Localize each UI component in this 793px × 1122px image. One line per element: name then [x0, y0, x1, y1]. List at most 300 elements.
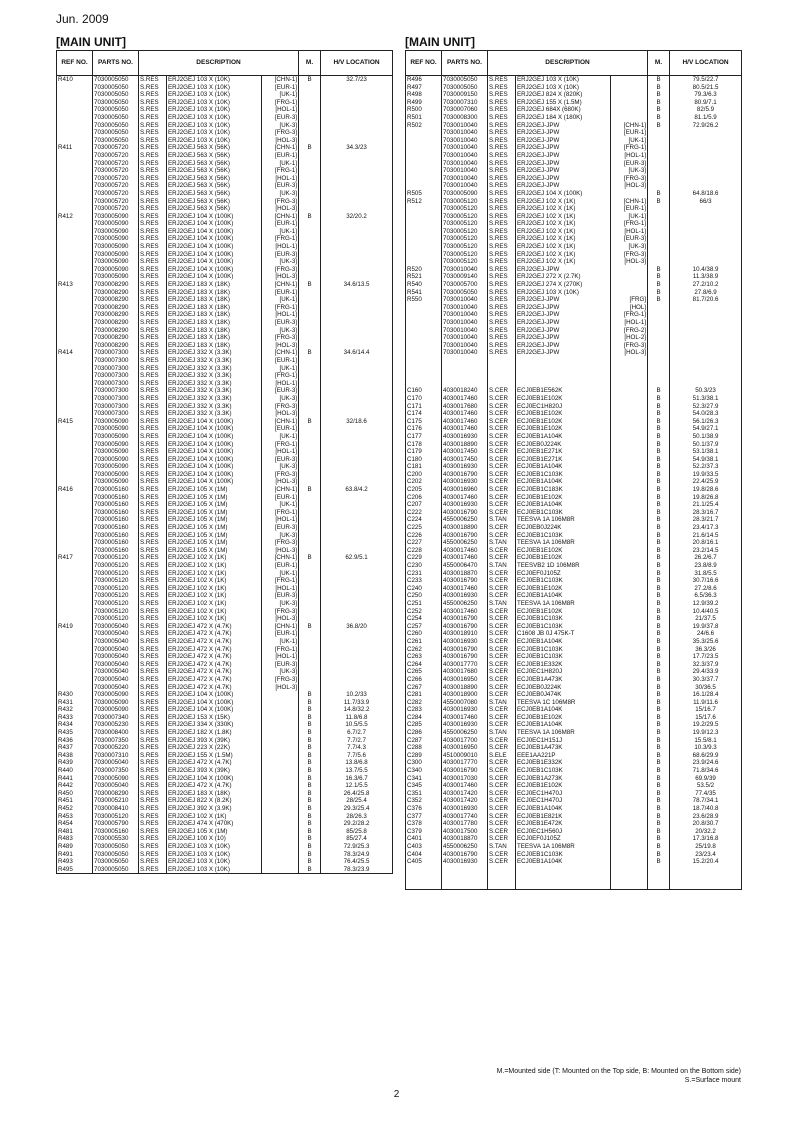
cell-mounted-side: [299, 539, 321, 547]
parts-table-body: [57, 76, 393, 874]
table-row: [57, 638, 393, 646]
cell-ref-no: [57, 501, 93, 509]
cell-mounted-side: [299, 84, 321, 92]
cell-version: [611, 684, 648, 692]
cell-version: [UK-3]: [611, 243, 648, 251]
cell-hv-location: 32/18.6: [321, 418, 393, 426]
cell-description: ERJ2GEJ 223 X (22K): [167, 744, 262, 752]
cell-ref-no: R411: [57, 144, 93, 152]
cell-mounted-side: B: [299, 759, 321, 767]
cell-parts-no: 7030005790: [93, 820, 139, 828]
cell-ref-no: [406, 365, 442, 373]
cell-description: C1608 JB 0J 475K-T: [516, 630, 611, 638]
cell-type: S.CER: [488, 835, 516, 843]
cell-parts-no: 7030010040: [442, 342, 488, 350]
cell-version: [CHN-1]: [262, 281, 299, 289]
cell-type: S.RES: [139, 706, 167, 714]
cell-mounted-side: [299, 137, 321, 145]
cell-type: S.RES: [139, 759, 167, 767]
table-row: [57, 547, 393, 555]
cell-version: [FRG-3]: [262, 198, 299, 206]
cell-description: ECJ0EB1A473K: [516, 744, 611, 752]
cell-type: S.RES: [139, 327, 167, 335]
cell-hv-location: [670, 182, 742, 190]
cell-description: ERJ2GEJ 272 X (2.7K): [516, 273, 611, 281]
cell-version: [FRG-3]: [262, 334, 299, 342]
table-row: [57, 494, 393, 502]
table-row: [406, 84, 742, 92]
cell-hv-location: 81.1/5.9: [670, 114, 742, 122]
cell-ref-no: R436: [57, 737, 93, 745]
cell-ref-no: C222: [406, 509, 442, 517]
cell-mounted-side: B: [648, 273, 670, 281]
cell-mounted-side: [299, 365, 321, 373]
table-row: [406, 365, 742, 373]
cell-ref-no: [406, 319, 442, 327]
unit-title: [MAIN UNIT]: [56, 35, 126, 49]
cell-version: [UK-1]: [262, 160, 299, 168]
cell-ref-no: R432: [57, 706, 93, 714]
cell-ref-no: [406, 866, 442, 874]
cell-ref-no: R441: [57, 775, 93, 783]
cell-hv-location: 62.9/5.1: [321, 554, 393, 562]
cell-hv-location: 17.3/16.8: [670, 835, 742, 843]
cell-type: S.CER: [488, 592, 516, 600]
cell-description: ERJ2GEJ 102 X (1K): [167, 592, 262, 600]
cell-description: ERJ2GEJ 102 X (1K): [167, 813, 262, 821]
table-row: [57, 759, 393, 767]
cell-ref-no: R439: [57, 759, 93, 767]
table-row: [406, 509, 742, 517]
cell-hv-location: 53.1/38.1: [670, 448, 742, 456]
cell-type: S.ELE: [488, 752, 516, 760]
cell-version: [262, 691, 299, 699]
cell-mounted-side: B: [648, 501, 670, 509]
cell-type: S.CER: [488, 478, 516, 486]
cell-hv-location: [321, 372, 393, 380]
cell-mounted-side: B: [648, 486, 670, 494]
cell-version: [EUR-3]: [262, 524, 299, 532]
cell-parts-no: 7030008300: [442, 114, 488, 122]
cell-version: [HOL-1]: [262, 106, 299, 114]
cell-hv-location: [670, 251, 742, 259]
cell-version: [CHN-1]: [611, 122, 648, 130]
cell-hv-location: 27.8/6.9: [670, 289, 742, 297]
cell-hv-location: 85/25.8: [321, 828, 393, 836]
cell-type: S.RES: [139, 456, 167, 464]
cell-parts-no: 7030005050: [93, 122, 139, 130]
cell-ref-no: [57, 653, 93, 661]
cell-mounted-side: [299, 456, 321, 464]
table-row: [406, 646, 742, 654]
cell-hv-location: 25/19.8: [670, 843, 742, 851]
cell-type: S.CER: [488, 532, 516, 540]
cell-hv-location: [321, 494, 393, 502]
cell-ref-no: [57, 190, 93, 198]
cell-version: [611, 289, 648, 297]
cell-version: [UK-3]: [262, 190, 299, 198]
col-header-description: DESCRIPTION: [488, 51, 648, 76]
cell-hv-location: 71.8/34.6: [670, 767, 742, 775]
cell-parts-no: 7030008290: [93, 342, 139, 350]
cell-parts-no: 7030005120: [442, 243, 488, 251]
cell-version: [611, 600, 648, 608]
table-row: [406, 729, 742, 737]
cell-type: S.CER: [488, 418, 516, 426]
table-row: [406, 813, 742, 821]
cell-hv-location: [321, 509, 393, 517]
date-header: Jun. 2009: [56, 12, 109, 26]
table-row: [57, 790, 393, 798]
table-row: [57, 684, 393, 692]
table-row: [57, 129, 393, 137]
cell-mounted-side: B: [648, 190, 670, 198]
cell-version: [262, 805, 299, 813]
cell-version: [611, 668, 648, 676]
cell-description: ECJ0EB1C103K: [516, 653, 611, 661]
cell-description: ERJ2GEJ 684X (680K): [516, 106, 611, 114]
cell-mounted-side: [299, 114, 321, 122]
table-row: [406, 296, 742, 304]
cell-type: S.RES: [139, 289, 167, 297]
cell-description: ERJ2GEJ 472 X (4.7K): [167, 684, 262, 692]
cell-version: [611, 99, 648, 107]
cell-ref-no: [57, 296, 93, 304]
cell-mounted-side: [299, 524, 321, 532]
cell-version: [611, 471, 648, 479]
cell-version: [611, 744, 648, 752]
cell-hv-location: 23.6/28.9: [670, 813, 742, 821]
cell-version: [UK-3]: [262, 327, 299, 335]
table-row: [406, 114, 742, 122]
cell-type: S.CER: [488, 615, 516, 623]
table-row: [406, 577, 742, 585]
cell-hv-location: [670, 349, 742, 357]
cell-ref-no: C202: [406, 478, 442, 486]
cell-hv-location: 11.9/11.6: [670, 699, 742, 707]
cell-description: ECJ0EB1A104K: [516, 501, 611, 509]
table-row: [57, 380, 393, 388]
cell-parts-no: 7030008290: [93, 334, 139, 342]
cell-hv-location: [321, 403, 393, 411]
cell-type: S.RES: [488, 304, 516, 312]
table-row: [406, 752, 742, 760]
cell-description: ECJ0EB1A104K: [516, 638, 611, 646]
cell-parts-no: 7030005120: [93, 592, 139, 600]
table-row: [406, 532, 742, 540]
cell-ref-no: R497: [406, 84, 442, 92]
cell-ref-no: [57, 608, 93, 616]
cell-mounted-side: [299, 122, 321, 130]
cell-ref-no: [406, 380, 442, 388]
cell-type: [488, 357, 516, 365]
cell-type: S.CER: [488, 387, 516, 395]
cell-mounted-side: [299, 608, 321, 616]
cell-mounted-side: [299, 494, 321, 502]
cell-hv-location: [321, 478, 393, 486]
cell-version: [611, 714, 648, 722]
cell-ref-no: C171: [406, 403, 442, 411]
cell-mounted-side: B: [299, 721, 321, 729]
cell-type: [488, 380, 516, 388]
table-row: [57, 668, 393, 676]
table-row: [406, 721, 742, 729]
cell-ref-no: R498: [406, 91, 442, 99]
cell-version: [UK-1]: [262, 501, 299, 509]
cell-parts-no: 7030005040: [93, 623, 139, 631]
cell-ref-no: C260: [406, 630, 442, 638]
table-row: [406, 160, 742, 168]
cell-version: [FRG-3]: [262, 129, 299, 137]
cell-type: S.CER: [488, 471, 516, 479]
cell-description: ERJ2GEJ 332 X (3.3K): [167, 395, 262, 403]
cell-parts-no: 4030016950: [442, 744, 488, 752]
cell-type: S.RES: [139, 448, 167, 456]
cell-ref-no: [57, 198, 93, 206]
cell-type: S.RES: [139, 646, 167, 654]
cell-description: ERJ2GEJ 472 X (4.7K): [167, 759, 262, 767]
cell-version: [611, 456, 648, 464]
table-row: [57, 152, 393, 160]
table-row: [57, 706, 393, 714]
cell-type: S.RES: [488, 175, 516, 183]
cell-ref-no: R438: [57, 752, 93, 760]
cell-parts-no: 7030008290: [93, 296, 139, 304]
cell-hv-location: [321, 448, 393, 456]
cell-mounted-side: B: [299, 737, 321, 745]
cell-type: S.CER: [488, 456, 516, 464]
cell-parts-no: 4030016790: [442, 653, 488, 661]
cell-ref-no: R413: [57, 281, 93, 289]
cell-version: [611, 843, 648, 851]
cell-ref-no: C264: [406, 661, 442, 669]
cell-version: [611, 478, 648, 486]
cell-parts-no: 7030005160: [93, 828, 139, 836]
cell-ref-no: C282: [406, 699, 442, 707]
cell-ref-no: [57, 311, 93, 319]
cell-description: ERJ2GEJ 332 X (3.3K): [167, 357, 262, 365]
cell-hv-location: 28/26.3: [321, 813, 393, 821]
table-row: [406, 638, 742, 646]
cell-type: S.CER: [488, 433, 516, 441]
cell-mounted-side: [299, 251, 321, 259]
cell-description: ERJ2GEJ 182 X (1.8K): [167, 729, 262, 737]
cell-type: S.RES: [488, 114, 516, 122]
cell-type: S.RES: [488, 144, 516, 152]
cell-parts-no: 7030007060: [442, 106, 488, 114]
cell-ref-no: R434: [57, 721, 93, 729]
table-row: [406, 782, 742, 790]
cell-mounted-side: [648, 243, 670, 251]
cell-parts-no: 4030016930: [442, 858, 488, 866]
cell-parts-no: 7030005050: [93, 843, 139, 851]
cell-mounted-side: [299, 319, 321, 327]
cell-ref-no: [57, 365, 93, 373]
cell-ref-no: [406, 213, 442, 221]
cell-parts-no: 7030007350: [93, 767, 139, 775]
cell-parts-no: 7030005530: [93, 835, 139, 843]
cell-parts-no: 7030005050: [93, 76, 139, 84]
cell-mounted-side: B: [299, 699, 321, 707]
cell-parts-no: 7030005720: [93, 167, 139, 175]
cell-type: S.RES: [488, 296, 516, 304]
cell-type: S.RES: [139, 129, 167, 137]
cell-type: S.RES: [139, 820, 167, 828]
cell-version: [HOL-3]: [262, 478, 299, 486]
cell-mounted-side: B: [648, 638, 670, 646]
cell-description: ERJ2GEJ 183 X (18K): [167, 319, 262, 327]
cell-type: S.CER: [488, 395, 516, 403]
cell-ref-no: [57, 668, 93, 676]
cell-mounted-side: B: [648, 585, 670, 593]
cell-mounted-side: B: [648, 524, 670, 532]
cell-description: ERJ2GEJ 104 X (100K): [167, 456, 262, 464]
cell-version: [262, 851, 299, 859]
table-row: [406, 501, 742, 509]
cell-ref-no: [57, 380, 93, 388]
cell-parts-no: 7030010040: [442, 349, 488, 357]
cell-ref-no: R412: [57, 213, 93, 221]
cell-version: [611, 851, 648, 859]
cell-version: [262, 828, 299, 836]
cell-parts-no: 7030005090: [93, 273, 139, 281]
cell-mounted-side: B: [648, 729, 670, 737]
table-row: [57, 281, 393, 289]
cell-description: ERJ2GEJ 104 X (100K): [167, 213, 262, 221]
cell-ref-no: C286: [406, 729, 442, 737]
cell-description: ERJ2GEJ 183 X (18K): [167, 342, 262, 350]
cell-type: S.RES: [139, 243, 167, 251]
cell-description: ERJ2GEJ 183 X (18K): [167, 281, 262, 289]
cell-type: S.RES: [139, 843, 167, 851]
cell-version: [262, 843, 299, 851]
cell-type: S.RES: [139, 714, 167, 722]
cell-mounted-side: B: [299, 486, 321, 494]
cell-ref-no: R416: [57, 486, 93, 494]
cell-description: ERJ2GEJ 102 X (1K): [167, 615, 262, 623]
cell-hv-location: 32.3/37.9: [670, 661, 742, 669]
cell-ref-no: [406, 144, 442, 152]
table-row: [57, 122, 393, 130]
cell-type: S.RES: [139, 858, 167, 866]
cell-mounted-side: [299, 106, 321, 114]
cell-mounted-side: B: [648, 76, 670, 84]
cell-type: S.RES: [139, 532, 167, 540]
table-row: [57, 516, 393, 524]
cell-description: ERJ2GEJ 104 X (100K): [167, 478, 262, 486]
cell-description: ERJ2GEJ 183 X (18K): [167, 289, 262, 297]
cell-mounted-side: B: [648, 615, 670, 623]
cell-type: S.RES: [139, 403, 167, 411]
cell-mounted-side: [299, 676, 321, 684]
cell-type: S.RES: [139, 539, 167, 547]
cell-ref-no: C403: [406, 843, 442, 851]
cell-description: ERJ2GEJ 104 X (100K): [167, 471, 262, 479]
cell-hv-location: [321, 319, 393, 327]
table-row: [57, 395, 393, 403]
cell-version: [611, 372, 648, 380]
cell-hv-location: 36.8/20: [321, 623, 393, 631]
cell-mounted-side: B: [648, 835, 670, 843]
cell-hv-location: [321, 220, 393, 228]
cell-description: ECJ0EB1E102K: [516, 418, 611, 426]
cell-parts-no: 7030007300: [93, 387, 139, 395]
cell-mounted-side: B: [299, 623, 321, 631]
cell-version: [FRG-1]: [611, 311, 648, 319]
table-row: [406, 737, 742, 745]
cell-version: [FRG-1]: [262, 441, 299, 449]
cell-ref-no: [57, 106, 93, 114]
cell-hv-location: [670, 228, 742, 236]
cell-description: ECJ0EB1C103K: [516, 532, 611, 540]
cell-mounted-side: B: [299, 820, 321, 828]
cell-description: ERJ2GEJ 103 X (10K): [167, 99, 262, 107]
cell-description: ECJ0EB1A104K: [516, 805, 611, 813]
cell-description: ERJ2GEJ 104 X (100K): [167, 706, 262, 714]
cell-parts-no: 7030005050: [93, 858, 139, 866]
cell-version: [FRG-2]: [611, 327, 648, 335]
table-row: [406, 198, 742, 206]
cell-parts-no: 4030017460: [442, 554, 488, 562]
cell-description: ERJ2GEJ 104 X (100K): [167, 463, 262, 471]
cell-hv-location: [321, 175, 393, 183]
cell-parts-no: 4030016790: [442, 509, 488, 517]
cell-version: [HOL-3]: [611, 182, 648, 190]
cell-hv-location: [321, 190, 393, 198]
cell-mounted-side: B: [648, 828, 670, 836]
cell-version: [611, 699, 648, 707]
cell-description: ERJ2GEJ 102 X (1K): [516, 258, 611, 266]
table-row: [57, 797, 393, 805]
table-row: [57, 91, 393, 99]
cell-parts-no: 4030017680: [442, 668, 488, 676]
cell-parts-no: 7030005720: [93, 175, 139, 183]
cell-version: [611, 266, 648, 274]
cell-ref-no: [406, 235, 442, 243]
table-row: [57, 752, 393, 760]
cell-version: [EUR-3]: [262, 251, 299, 259]
cell-description: ERJ2GEJ 184 X (180K): [516, 114, 611, 122]
cell-mounted-side: B: [299, 714, 321, 722]
cell-mounted-side: B: [648, 106, 670, 114]
cell-version: [262, 737, 299, 745]
cell-type: S.CER: [488, 585, 516, 593]
cell-mounted-side: B: [299, 76, 321, 84]
cell-type: S.RES: [139, 76, 167, 84]
table-row: [57, 600, 393, 608]
table-row: [57, 676, 393, 684]
cell-hv-location: 81.7/20.6: [670, 296, 742, 304]
cell-parts-no: 4030018240: [442, 387, 488, 395]
cell-parts-no: 7030005160: [93, 509, 139, 517]
table-row: [406, 220, 742, 228]
cell-version: [611, 365, 648, 373]
cell-mounted-side: B: [299, 744, 321, 752]
cell-parts-no: 7030010040: [442, 304, 488, 312]
cell-hv-location: [321, 585, 393, 593]
cell-type: S.RES: [139, 577, 167, 585]
cell-parts-no: 4030017460: [442, 410, 488, 418]
cell-description: ECJ0EB1C103K: [516, 471, 611, 479]
cell-hv-location: [321, 243, 393, 251]
cell-hv-location: 78.7/34.1: [670, 797, 742, 805]
cell-version: [611, 418, 648, 426]
cell-parts-no: 7030008290: [93, 281, 139, 289]
cell-description: ECJ0EB1E271K: [516, 456, 611, 464]
cell-parts-no: 7030005230: [93, 721, 139, 729]
cell-hv-location: [321, 114, 393, 122]
cell-ref-no: R520: [406, 266, 442, 274]
